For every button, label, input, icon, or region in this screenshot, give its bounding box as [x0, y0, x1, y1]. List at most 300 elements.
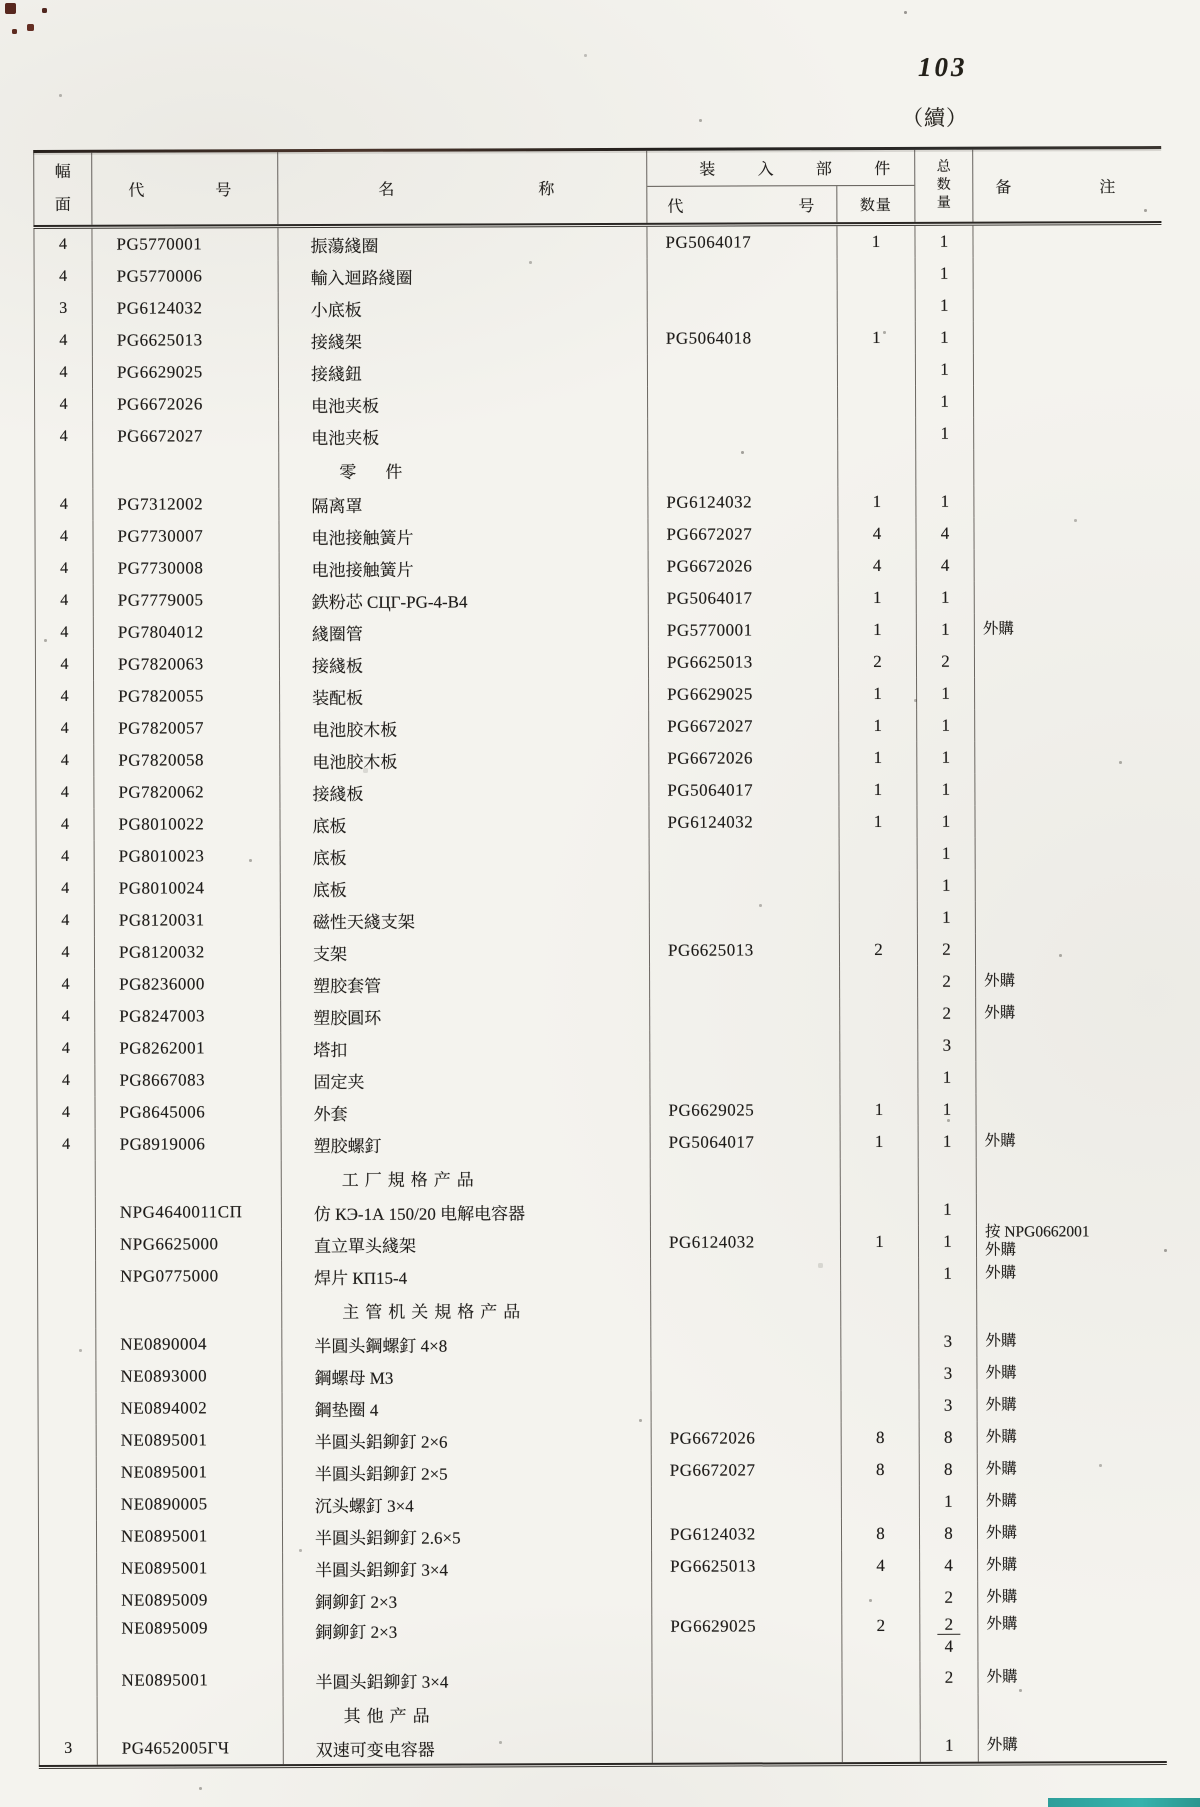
table-row: [39, 1729, 1167, 1765]
cell-part-code: NE0895001: [97, 1552, 283, 1585]
cell-part-name: 电池夹板: [279, 419, 648, 452]
cell-remark: [974, 517, 1162, 550]
cell-part-code: [98, 1696, 284, 1733]
cell-remark: [976, 901, 1164, 934]
cell-part-name: 綫圈管: [280, 615, 649, 648]
remark-text: 外購: [984, 1004, 1016, 1022]
cell-assembly-qty: [841, 1290, 919, 1326]
cell-remark: [974, 485, 1162, 518]
table-row: [35, 613, 1163, 649]
cell-assembly-code: [648, 450, 838, 487]
cell-total-qty: 2: [917, 646, 975, 678]
cell-assembly-qty: [840, 838, 918, 870]
cell-sheet-format: 4: [36, 1001, 95, 1033]
cell-remark: [973, 225, 1161, 258]
cell-sheet-format: 4: [34, 489, 93, 521]
cell-total-qty: 8: [920, 1454, 978, 1486]
cell-assembly-code: PG6124032: [648, 486, 838, 519]
cell-total-qty: 1: [921, 1730, 979, 1762]
header-remarks: [973, 149, 1161, 222]
cell-sheet-format: 4: [35, 745, 94, 777]
page-number: 103: [918, 52, 968, 82]
cell-assembly-code: [648, 386, 838, 419]
table-row: [37, 1125, 1165, 1161]
cell-assembly-qty: 8: [842, 1518, 920, 1550]
cell-remark: [976, 837, 1164, 870]
table-row: [37, 1225, 1165, 1261]
cell-remark: [978, 1485, 1166, 1518]
cell-part-code: NE0895001: [97, 1424, 283, 1457]
remark-text: 外購: [985, 1396, 1017, 1414]
table-row: [38, 1485, 1166, 1521]
header-part-code-label: 代号: [128, 181, 232, 200]
cell-remark: [975, 549, 1163, 582]
cell-remark: [977, 1325, 1165, 1358]
cell-total-qty: 1: [917, 582, 975, 614]
cell-part-code: PG6672027: [93, 420, 279, 453]
cell-part-name: 电池夹板: [279, 387, 648, 420]
cell-sheet-format: 4: [35, 809, 94, 841]
cell-part-code: PG8010022: [94, 808, 280, 841]
cell-sheet-format: 4: [35, 649, 94, 681]
cell-remark: [977, 1225, 1165, 1258]
cell-assembly-code: PG6672026: [652, 1422, 842, 1455]
cell-sheet-format: 4: [36, 1033, 95, 1065]
cell-assembly-code: PG5064017: [651, 1126, 841, 1159]
cell-part-code: PG8120032: [95, 936, 281, 969]
cell-assembly-code: PG6629025: [650, 1094, 840, 1127]
cell-part-code: PG6672026: [93, 388, 279, 421]
cell-assembly-code: [652, 1662, 842, 1695]
cell-assembly-code: [652, 1582, 842, 1615]
table-row: [34, 485, 1162, 521]
cell-part-code: NE0895001: [97, 1664, 283, 1697]
cell-part-code: PG8262001: [95, 1032, 281, 1065]
cell-part-name: 半圓头鋁鉚釘 2×5: [283, 1455, 652, 1488]
cell-sheet-format: 4: [36, 841, 95, 873]
cell-assembly-qty: 1: [838, 322, 916, 354]
cell-sheet-format: [37, 1197, 96, 1229]
cell-assembly-code: PG6672027: [652, 1454, 842, 1487]
cell-assembly-qty: [840, 1062, 918, 1094]
cell-remark: [975, 677, 1163, 710]
cell-assembly-code: [648, 418, 838, 451]
cell-remark: [974, 321, 1162, 354]
remark-text: 外購: [985, 1428, 1017, 1446]
table-row: [36, 1093, 1164, 1129]
cell-part-name: 双速可变电容器: [284, 1731, 653, 1764]
table-row: [34, 321, 1162, 357]
table-row: [38, 1389, 1166, 1425]
remark-text: 外購: [985, 1364, 1017, 1382]
cell-assembly-code: PG6672027: [649, 710, 839, 743]
cell-total-qty: 1: [917, 678, 975, 710]
cell-part-name: 隔离罩: [279, 487, 648, 520]
cell-remark: [978, 1613, 1166, 1662]
header-part-code: [92, 152, 278, 225]
cell-sheet-format: [38, 1393, 97, 1425]
cell-section-title: [279, 451, 648, 488]
cell-part-code: PG8010024: [95, 872, 281, 905]
cell-total-qty: [920, 1614, 978, 1662]
cell-part-code: PG7312002: [93, 488, 279, 521]
cell-sheet-format: 4: [34, 389, 93, 421]
remark-text: 外購: [986, 1615, 1018, 1633]
cell-assembly-code: PG6124032: [652, 1518, 842, 1551]
table-row: [36, 1061, 1164, 1097]
cell-part-code: NE0895001: [97, 1520, 283, 1553]
cell-remark: [977, 1193, 1165, 1226]
cell-assembly-qty: [843, 1694, 921, 1730]
cell-part-code: PG8120031: [95, 904, 281, 937]
table-row: [35, 741, 1163, 777]
cell-assembly-qty: [838, 290, 916, 322]
cell-total-qty: 1: [916, 418, 974, 450]
table-row: [34, 417, 1162, 453]
cell-remark: [974, 449, 1162, 486]
cell-sheet-format: 4: [36, 1065, 95, 1097]
cell-sheet-format: 4: [35, 617, 94, 649]
cell-total-qty: [919, 1290, 977, 1326]
cell-assembly-code: [651, 1194, 841, 1227]
cell-sheet-format: [38, 1553, 97, 1585]
cell-total-qty: 3: [919, 1326, 977, 1358]
cell-part-code: [93, 452, 279, 489]
cell-part-name: 半圓头鋁鉚釘 2.6×5: [283, 1519, 652, 1552]
total-qty-numerator: 2: [938, 1616, 961, 1635]
cell-remark: [976, 997, 1164, 1030]
cell-sheet-format: [38, 1665, 97, 1697]
cell-sheet-format: [38, 1457, 97, 1489]
cell-assembly-qty: [838, 450, 916, 486]
cell-assembly-code: [651, 1326, 841, 1359]
cell-assembly-code: PG5770001: [649, 614, 839, 647]
cell-remark: [977, 1289, 1165, 1326]
cell-part-name: 塔扣: [281, 1031, 650, 1064]
cell-part-code: PG7730007: [93, 520, 279, 553]
remark-text: 外購: [985, 1460, 1017, 1478]
remark-text: 外購: [986, 1588, 1018, 1606]
cell-assembly-code: [650, 966, 840, 999]
header-assembly-group-label: 装入部件: [699, 160, 891, 179]
cell-assembly-qty: 2: [839, 646, 917, 678]
cell-sheet-format: [37, 1293, 96, 1329]
cell-total-qty: 1: [917, 806, 975, 838]
cell-sheet-format: [38, 1521, 97, 1553]
cell-assembly-qty: [841, 1358, 919, 1390]
cell-assembly-qty: [838, 258, 916, 290]
cell-assembly-qty: [841, 1258, 919, 1290]
cell-assembly-code: [651, 1158, 841, 1195]
cell-part-code: PG5770006: [93, 260, 279, 293]
corner-ink-mark: [0, 0, 1, 1]
remark-text-line2: 外購: [984, 1241, 1017, 1259]
cell-part-code: NE0894002: [97, 1392, 283, 1425]
cell-sheet-format: 4: [33, 229, 92, 261]
cell-assembly-qty: 1: [839, 806, 917, 838]
cell-assembly-qty: [842, 1486, 920, 1518]
cell-assembly-qty: 2: [842, 1614, 920, 1662]
cell-remark: [974, 353, 1162, 386]
section-header-row: [37, 1157, 1165, 1197]
cell-assembly-code: [648, 290, 838, 323]
cell-sheet-format: 4: [34, 357, 93, 389]
cell-sheet-format: [38, 1425, 97, 1457]
cell-part-name: 塑胶圓环: [281, 999, 650, 1032]
cell-remark: [977, 1125, 1165, 1158]
cell-part-code: PG6629025: [93, 356, 279, 389]
remark-text: 外購: [985, 1264, 1017, 1282]
cell-part-code: PG8247003: [95, 1000, 281, 1033]
cell-assembly-qty: 1: [838, 486, 916, 518]
remark-text: 外購: [984, 972, 1016, 990]
cell-part-code: NE0893000: [96, 1360, 282, 1393]
remark-text: 外購: [986, 1556, 1018, 1574]
cell-part-name: 半圓头鋁鉚釘 2×6: [283, 1423, 652, 1456]
cell-part-name: 仿 КЭ-1А 150/20 电解电容器: [282, 1195, 651, 1228]
table-row: [36, 901, 1164, 937]
cell-part-name: 接綫板: [280, 647, 649, 680]
cell-total-qty: 1: [918, 838, 976, 870]
cell-remark: [978, 1389, 1166, 1422]
cell-assembly-code: [652, 1390, 842, 1423]
cell-assembly-code: PG5064017: [649, 774, 839, 807]
cell-assembly-code: [648, 354, 838, 387]
cell-total-qty: 1: [917, 710, 975, 742]
cell-part-name: 輸入迴路綫圈: [279, 259, 648, 292]
total-qty-denominator: 4: [944, 1636, 954, 1656]
cell-remark: [977, 1257, 1165, 1290]
cell-part-code: PG8236000: [95, 968, 281, 1001]
table-row: [36, 965, 1164, 1001]
cell-assembly-code: [648, 258, 838, 291]
cell-sheet-format: 4: [35, 681, 94, 713]
header-part-name: [278, 151, 647, 224]
header-total-qty: [915, 150, 973, 222]
cell-assembly-code: [650, 998, 840, 1031]
cell-assembly-code: [653, 1694, 843, 1731]
cell-part-code: NPG4640011СП: [96, 1196, 282, 1229]
cell-assembly-code: [650, 870, 840, 903]
cell-total-qty: 4: [916, 518, 974, 550]
cell-part-code: NPG6625000: [96, 1228, 282, 1261]
cell-assembly-qty: [840, 1030, 918, 1062]
cell-total-qty: 1: [917, 774, 975, 806]
cell-remark: [975, 645, 1163, 678]
table-row: [38, 1549, 1166, 1585]
cell-assembly-code: PG6124032: [651, 1226, 841, 1259]
header-assembly-qty: [837, 186, 914, 222]
cell-total-qty: 1: [915, 226, 973, 258]
cell-part-code: PG7730008: [94, 552, 280, 585]
cell-total-qty: 1: [916, 322, 974, 354]
header-assembly-subrow: [647, 186, 914, 223]
cell-assembly-qty: [843, 1730, 921, 1762]
cell-section-title: [282, 1291, 651, 1328]
cell-part-name: 半圓头鋁鉚釘 3×4: [283, 1551, 652, 1584]
cell-remark: [979, 1693, 1167, 1730]
cell-assembly-code: PG6625013: [652, 1550, 842, 1583]
cell-part-name: 底板: [281, 839, 650, 872]
cell-part-name: 直立單头綫架: [282, 1227, 651, 1260]
cell-remark: [975, 773, 1163, 806]
cell-remark: [974, 257, 1162, 290]
cell-part-code: NPG0775000: [96, 1260, 282, 1293]
cell-assembly-code: [651, 1358, 841, 1391]
cell-total-qty: 1: [917, 614, 975, 646]
cell-sheet-format: 4: [37, 1129, 96, 1161]
cell-remark: [978, 1661, 1166, 1694]
table-row: [36, 1029, 1164, 1065]
cell-assembly-qty: 1: [839, 614, 917, 646]
table-row: [35, 549, 1163, 585]
cell-part-code: PG6625013: [93, 324, 279, 357]
cell-sheet-format: [37, 1261, 96, 1293]
cell-total-qty: 8: [920, 1518, 978, 1550]
cell-part-name: 鉄粉芯 СЦГ-PG-4-B4: [280, 583, 649, 616]
cell-part-name: 电池接触簧片: [279, 519, 648, 552]
cell-part-name: 接綫架: [279, 323, 648, 356]
cell-assembly-code: PG5064017: [649, 582, 839, 615]
header-assembly-code-label: 代号: [667, 197, 815, 216]
cell-total-qty: 1: [919, 1226, 977, 1258]
cell-part-name: 塑胶螺釘: [282, 1127, 651, 1160]
cell-part-name: 电池胶木板: [280, 743, 649, 776]
cell-part-name: 电池胶木板: [280, 711, 649, 744]
cell-total-qty: 3: [918, 1030, 976, 1062]
cell-assembly-qty: 4: [838, 518, 916, 550]
cell-part-name: 电池接触簧片: [280, 551, 649, 584]
table-row: [36, 997, 1164, 1033]
cell-part-code: [96, 1292, 282, 1329]
cell-remark: [977, 1157, 1165, 1194]
cell-part-code: PG7779005: [94, 584, 280, 617]
cell-assembly-code: PG6625013: [649, 646, 839, 679]
table-row: [34, 353, 1162, 389]
cell-assembly-qty: [840, 870, 918, 902]
cell-part-code: PG8010023: [95, 840, 281, 873]
cell-part-name: 磁性天綫支架: [281, 903, 650, 936]
table-row: [35, 581, 1163, 617]
header-assembly-code: [647, 186, 837, 223]
remark-text: 外購: [986, 1668, 1018, 1686]
cell-total-qty: 2: [918, 966, 976, 998]
cell-remark: [975, 581, 1163, 614]
cell-part-name: 装配板: [280, 679, 649, 712]
table-body: [33, 225, 1166, 1765]
cell-sheet-format: 4: [35, 777, 94, 809]
cell-part-code: PG4652005ГЧ: [98, 1732, 284, 1765]
cell-total-qty: 1: [916, 258, 974, 290]
cell-total-qty: 1: [918, 870, 976, 902]
cell-assembly-qty: [842, 1390, 920, 1422]
table-row: [36, 933, 1164, 969]
cell-part-code: PG7820062: [94, 776, 280, 809]
cell-assembly-qty: [838, 386, 916, 418]
cell-assembly-qty: 1: [839, 710, 917, 742]
cell-part-name: 振蕩綫圈: [278, 227, 647, 260]
cell-total-qty: 1: [919, 1126, 977, 1158]
total-qty-fraction: [938, 1616, 961, 1655]
cell-total-qty: 2: [918, 998, 976, 1030]
cell-assembly-qty: 4: [842, 1550, 920, 1582]
cell-part-name: 焊片 КП15-4: [282, 1259, 651, 1292]
cell-remark: [974, 289, 1162, 322]
cell-assembly-qty: [841, 1158, 919, 1194]
header-sheet-format-label: 幅面: [54, 163, 71, 214]
cell-part-code: PG8667083: [95, 1064, 281, 1097]
cell-assembly-code: [650, 838, 840, 871]
cell-total-qty: 2: [918, 934, 976, 966]
remark-text: 外購: [982, 620, 1014, 638]
cell-total-qty: 8: [920, 1422, 978, 1454]
cell-total-qty: 1: [916, 354, 974, 386]
table-row: [37, 1257, 1165, 1293]
cell-part-name: 外套: [281, 1095, 650, 1128]
table-row: [36, 837, 1164, 873]
cell-assembly-code: [650, 1062, 840, 1095]
table-row: [35, 773, 1163, 809]
cell-remark: [978, 1549, 1166, 1582]
cell-assembly-code: PG6672026: [649, 742, 839, 775]
cell-part-code: NE0890004: [96, 1328, 282, 1361]
cell-remark: [977, 1357, 1165, 1390]
remark-text: 外購: [986, 1736, 1018, 1754]
cell-assembly-qty: [841, 1194, 919, 1226]
cell-sheet-format: 3: [39, 1733, 98, 1765]
cell-part-code: PG7820058: [94, 744, 280, 777]
cell-sheet-format: 4: [34, 421, 93, 453]
section-title: 零 件: [339, 462, 409, 482]
cell-assembly-code: [650, 1030, 840, 1063]
header-total-qty-label: 总数量: [936, 159, 951, 211]
cell-sheet-format: [38, 1585, 97, 1617]
cell-assembly-qty: 1: [837, 226, 915, 258]
cell-total-qty: 2: [920, 1582, 978, 1614]
section-title: 其他产品: [343, 1706, 436, 1726]
cell-remark: [978, 1581, 1166, 1614]
section-header-row: [39, 1693, 1167, 1733]
cell-assembly-code: [652, 1486, 842, 1519]
cell-assembly-qty: 1: [839, 678, 917, 710]
cell-total-qty: 1: [917, 742, 975, 774]
table-row: [38, 1581, 1166, 1617]
table-row: [34, 289, 1162, 325]
cell-part-code: NE0895009: [97, 1616, 283, 1665]
cell-assembly-qty: 8: [842, 1422, 920, 1454]
cell-sheet-format: 4: [34, 261, 93, 293]
cell-sheet-format: 4: [35, 553, 94, 585]
cell-assembly-code: PG6672026: [649, 550, 839, 583]
cell-remark: [976, 1093, 1164, 1126]
cell-part-code: NE0890005: [97, 1488, 283, 1521]
header-assembly-group: [647, 150, 915, 223]
cell-sheet-format: [39, 1697, 98, 1733]
cell-part-name: 半圓头鋁鉚釘 3×4: [283, 1663, 652, 1696]
header-assembly-qty-label: 数量: [859, 197, 892, 214]
cell-remark: [975, 613, 1163, 646]
cell-part-code: [96, 1160, 282, 1197]
cell-remark: [976, 869, 1164, 902]
cell-sheet-format: [37, 1361, 96, 1393]
cell-remark: [974, 385, 1162, 418]
cell-part-name: 鋼垫圈 4: [283, 1391, 652, 1424]
cell-total-qty: 1: [916, 486, 974, 518]
table-row: [37, 1357, 1165, 1393]
cell-assembly-qty: 4: [839, 550, 917, 582]
cell-sheet-format: 4: [36, 1097, 95, 1129]
table-row: [35, 677, 1163, 713]
